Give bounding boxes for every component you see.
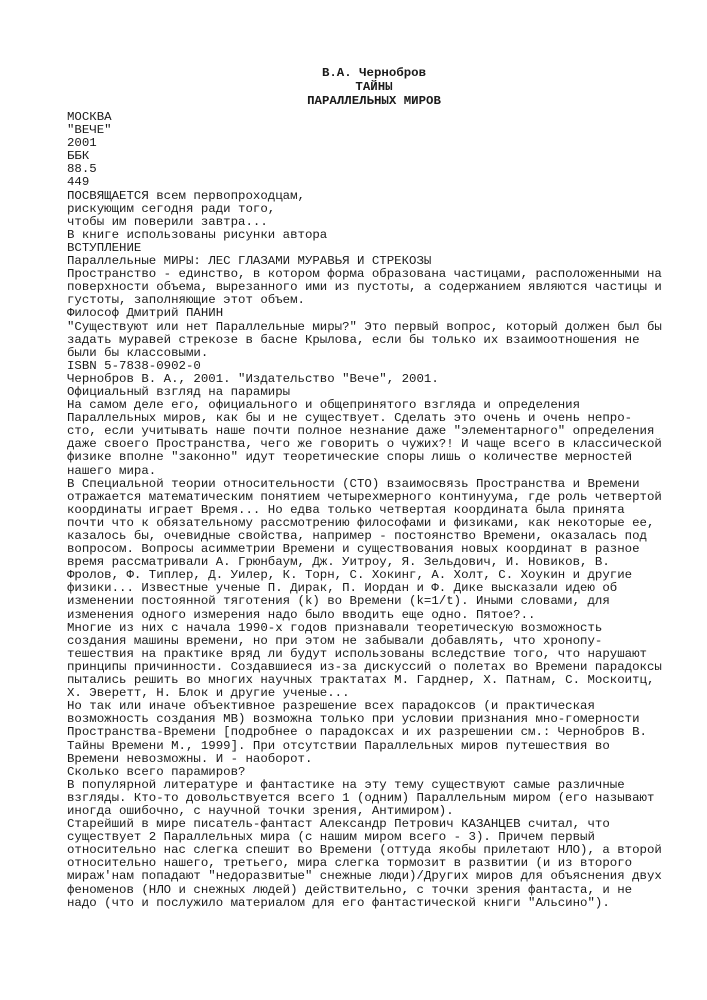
text-line: Времени невозможны. И - наоборот.	[67, 751, 313, 766]
text-line: Параллельные МИРЫ: ЛЕС ГЛАЗАМИ МУРАВЬЯ И СТРЕКОЗЫ	[67, 254, 432, 269]
title-block	[67, 66, 667, 108]
text-line: создания машины времени, но при этом не забывали добавлять, что хронопу-	[67, 633, 603, 648]
text-line: даже своего Пространства, чего же говорить о чужих?! И чаще всего в классической	[67, 437, 662, 452]
text-line: Многие из них с начала 1990-х годов признавали теоретическую возможность	[67, 620, 603, 635]
text-line: "ВЕЧЕ"	[67, 123, 112, 138]
text-line: В книге использованы рисунки автора	[67, 227, 328, 242]
text-line: поверхности объема, вырезанного ими из пустоты, а содержанием являются частицы и	[67, 280, 662, 295]
text-line: феноменов (НЛО и снежных людей) действительно, с точки зрения фантаста, и не	[67, 882, 633, 897]
text-line: изменении постоянной тяготения (k) во Времени (k=1/t). Иными словами, для	[67, 594, 610, 609]
text-line: сто, если учитывать наше почти полное незнание даже "элементарного" определения	[67, 424, 655, 439]
text-line: 449	[67, 175, 90, 190]
text-line: надо (что и послужило материалом для его фантастической книги "Альсино").	[67, 895, 610, 910]
text-line: физики... Известные ученые П. Дирак, П. Иордан и Ф. Дике высказали идею об	[67, 581, 618, 596]
text-line: Х. Эверетт, Н. Блок и другие ученые...	[67, 686, 350, 701]
text-line: Официальный взгляд на парамиры	[67, 384, 291, 399]
text-line: Сколько всего парамиров?	[67, 764, 246, 779]
text-line: относительно нашего, третьего, мира слегка тормозит в развитии (и из второго	[67, 856, 633, 871]
text-line: задать муравей стрекозе в басне Крылова, если бы только их взаимоотношения не	[67, 332, 640, 347]
text-line: ВСТУПЛЕНИЕ	[67, 240, 142, 255]
text-line: вопросом. Вопросы асимметрии Времени и существования новых координат в разное	[67, 542, 640, 557]
author-name: В.А. Чернобров	[321, 66, 427, 80]
text-line: Фролов, Ф. Типлер, Д. Уилер, К. Торн, С. Хокинг, А. Холт, С. Хоукин и другие	[67, 568, 633, 583]
text-line: ПОСВЯЩАЕТСЯ всем первопроходцам,	[67, 188, 305, 203]
text-line: изменения одного измерения надо было вводить еще одно. Пятое?..	[67, 607, 536, 622]
text-line: координаты играет Время... Но едва только четвертая координата была принята	[67, 502, 625, 517]
text-line: отражается математическим понятием четырехмерного континуума, где роль четвертой	[67, 489, 662, 504]
text-line: "Существуют или нет Параллельные миры?" Это первый вопрос, который должен был бы	[67, 319, 662, 334]
text-line: Чернобров В. А., 2001. "Издательство "Вече", 2001.	[67, 371, 439, 386]
text-line: принципы причинности. Создавшиеся из-за дискуссий о полетах во Времени парадоксы	[67, 659, 662, 674]
text-line: относительно нас слегка спешит во Времени (оттуда якобы прилетают НЛО), а второй	[67, 843, 662, 858]
text-line: существует 2 Параллельных мира (с нашим миром всего - 3). Причем первый	[67, 830, 595, 845]
text-line: В популярной литературе и фантастике на эту тему существуют самые различные	[67, 777, 625, 792]
text-line: мираж'нам попадают "недоразвитые" снежные люди)/Других миров для объяснения двух	[67, 869, 662, 884]
text-line: Тайны Времени М., 1999]. При отсутствии Параллельных миров путешествия во	[67, 738, 610, 753]
text-line: время рассматривали А. Грюнбаум, Дж. Уитроу, Я. Зельдович, И. Новиков, В.	[67, 555, 610, 570]
text-line: ББК	[67, 149, 90, 164]
text-line: были бы классовыми.	[67, 345, 209, 360]
text-line: Параллельных миров, как бы и не существует. Сделать это очень и очень непро-	[67, 411, 633, 426]
text-line: рискующим сегодня ради того,	[67, 201, 276, 216]
text-line: пытались решить во многих научных трактатах М. Гарднер, Х. Патнам, С. Москоитц,	[67, 673, 655, 688]
text-line: ISBN 5-7838-0902-0	[67, 358, 201, 373]
book-title-line-2: ПАРАЛЛЕЛЬНЫХ МИРОВ	[307, 94, 441, 108]
text-line: Пространства-Времени [подробнее о парадоксах и их разрешении см.: Чернобров В.	[67, 725, 647, 740]
text-line: В Специальной теории относительности (СТО) взаимосвязь Пространства и Времени	[67, 476, 640, 491]
text-line: взгляды. Кто-то довольствуется всего 1 (одним) Параллельным миром (его называют	[67, 790, 655, 805]
book-title-line-1: ТАЙНЫ	[355, 80, 393, 94]
text-line: возможность создания МВ) возможна только при условии признания мно-гомерности	[67, 712, 640, 727]
text-line: На самом деле его, официального и общепринятого взгляда и определения	[67, 398, 581, 413]
text-line: нашего мира.	[67, 463, 157, 478]
text-line: иногда ошибочно, с научной точки зрения, Антимиром).	[67, 803, 454, 818]
text-line: МОСКВА	[67, 110, 112, 124]
text-line: густоты, заполняющие этот объем.	[67, 293, 305, 308]
text-line: физике вполне "законно" идут теоретические споры лишь о количестве мерностей	[67, 450, 633, 465]
text-line: Пространство - единство, в котором форма образована частицами, расположенными на	[67, 267, 662, 282]
body-text	[67, 111, 667, 910]
text-line: Но так или иначе объективное разрешение всех парадоксов (и практическая	[67, 699, 595, 714]
text-line: Философ Дмитрий ПАНИН	[67, 306, 224, 321]
text-line: 2001	[67, 136, 97, 151]
text-line: тешествия на практике вряд ли будут использованы вследствие того, что нарушают	[67, 646, 647, 661]
text-line: чтобы им поверили завтра...	[67, 214, 268, 229]
text-line: 88.5	[67, 162, 97, 177]
text-line: Старейший в мире писатель-фантаст Александр Петрович КАЗАНЦЕВ считал, что	[67, 817, 610, 832]
text-line: казалось бы, очевидные свойства, например - постоянство Времени, оказалась под	[67, 529, 647, 543]
text-line: почти что к обязательному рассмотрению философами и физиками, как некоторые ее,	[67, 515, 655, 530]
